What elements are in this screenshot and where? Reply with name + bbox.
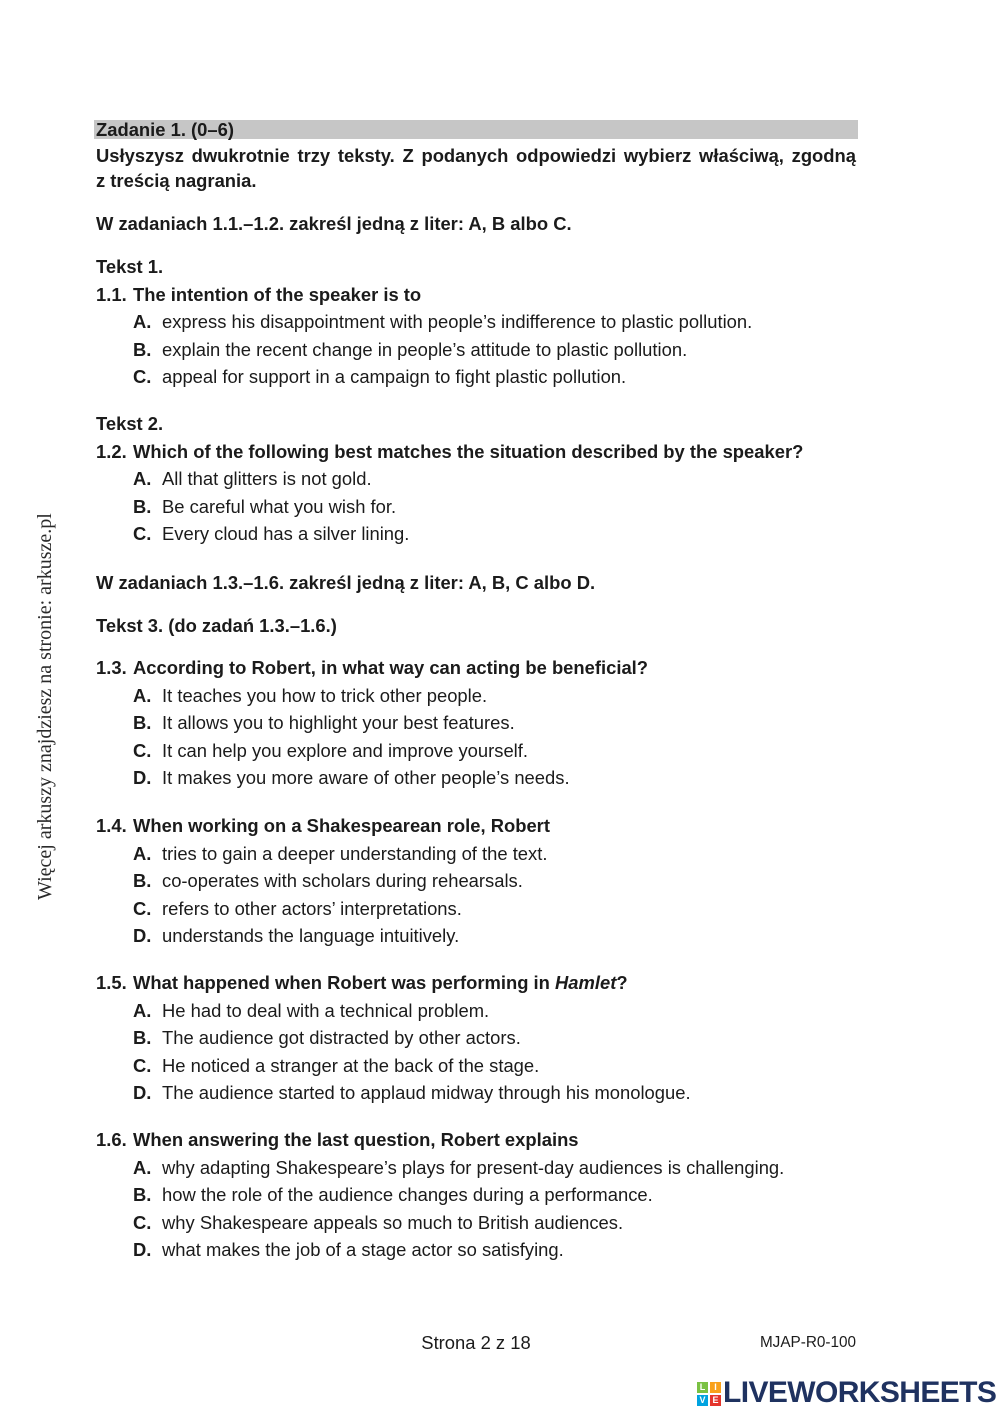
- option-1-4-b[interactable]: [96, 867, 876, 895]
- question-number: 1.6.: [96, 1129, 127, 1150]
- option-text: It makes you more aware of other people’s needs.: [162, 767, 570, 788]
- option-1-1-c[interactable]: [96, 363, 876, 391]
- option-letter: B.: [133, 1027, 152, 1048]
- option-1-6-b[interactable]: [96, 1181, 876, 1209]
- option-1-2-a[interactable]: [96, 465, 876, 493]
- option-1-4-d[interactable]: [96, 922, 876, 950]
- question-text: Which of the following best matches the situation described by the speaker?: [133, 440, 804, 462]
- option-1-3-c[interactable]: [96, 737, 876, 765]
- option-1-2-c[interactable]: [96, 520, 876, 548]
- instruction-line-1: Usłyszysz dwukrotnie trzy teksty. Z podanych odpowiedzi wybierz właściwą, zgodną: [96, 144, 856, 166]
- option-1-5-b[interactable]: [96, 1024, 876, 1052]
- option-text: He had to deal with a technical problem.: [162, 999, 490, 1021]
- option-text: appeal for support in a campaign to fight plastic pollution.: [162, 366, 627, 387]
- option-text: Every cloud has a silver lining.: [162, 523, 410, 544]
- option-1-3-b[interactable]: [96, 709, 876, 737]
- logo-tile-e: E: [710, 1395, 721, 1406]
- text-2-heading: Tekst 2.: [96, 413, 164, 434]
- option-text: why adapting Shakespeare’s plays for present-day audiences is challenging.: [162, 1156, 785, 1178]
- text-1-section: [96, 253, 876, 391]
- question-1-3-block: [96, 654, 876, 792]
- option-letter: D.: [133, 1239, 152, 1260]
- option-1-2-b[interactable]: [96, 493, 876, 521]
- side-watermark: Więcej arkuszy znajdziesz na stronie: arkusze.pl: [34, 513, 56, 901]
- option-1-6-c[interactable]: [96, 1209, 876, 1237]
- option-1-1-a[interactable]: [96, 308, 876, 336]
- option-1-1-b[interactable]: [96, 336, 876, 364]
- option-text: He noticed a stranger at the back of the stage.: [162, 1054, 540, 1076]
- logo-tile-v: V: [697, 1395, 708, 1406]
- question-text: The intention of the speaker is to: [133, 283, 422, 305]
- option-text: tries to gain a deeper understanding of the text.: [162, 842, 548, 864]
- option-1-4-a[interactable]: [96, 840, 876, 868]
- exam-code: MJAP-R0-100: [759, 1334, 856, 1351]
- option-1-5-d[interactable]: [96, 1079, 876, 1107]
- option-text: co-operates with scholars during rehearsals.: [162, 870, 523, 891]
- question-1-5: [96, 969, 876, 997]
- option-letter: C.: [133, 897, 152, 919]
- logo-tile-i: I: [710, 1382, 721, 1393]
- option-text: refers to other actors’ interpretations.: [162, 897, 462, 919]
- option-text: explain the recent change in people’s attitude to plastic pollution.: [162, 338, 688, 360]
- subinstruction-1: W zadaniach 1.1.–1.2. zakreśl jedną z liter: A, B albo C.: [96, 213, 572, 234]
- option-letter: B.: [133, 870, 152, 891]
- text-2-section: [96, 410, 876, 548]
- option-letter: B.: [133, 338, 152, 360]
- question-number: 1.2.: [96, 440, 127, 462]
- option-text: Be careful what you wish for.: [162, 495, 397, 517]
- option-1-6-a[interactable]: [96, 1154, 876, 1182]
- liveworksheets-logo[interactable]: [697, 1376, 997, 1409]
- question-1-5-block: [96, 969, 876, 1107]
- subinstruction-1-block: [96, 210, 876, 238]
- text-3-heading: Tekst 3. (do zadań 1.3.–1.6.): [96, 615, 337, 636]
- option-letter: B.: [133, 1184, 152, 1205]
- option-text: It teaches you how to trick other people.: [162, 684, 488, 706]
- option-1-3-a[interactable]: [96, 682, 876, 710]
- option-letter: C.: [133, 1211, 152, 1233]
- question-1-6-block: [96, 1126, 876, 1264]
- liveworksheets-logo-text: LIVEWORKSHEETS: [723, 1376, 997, 1409]
- option-text: All that glitters is not gold.: [162, 468, 372, 489]
- option-1-5-a[interactable]: [96, 997, 876, 1025]
- option-letter: D.: [133, 925, 152, 946]
- option-letter: C.: [133, 366, 152, 387]
- task-instruction: [96, 143, 856, 193]
- question-text-end: ?: [616, 972, 628, 993]
- option-1-4-c[interactable]: [96, 895, 876, 923]
- task-header-bar: [94, 120, 858, 139]
- option-text: It allows you to highlight your best features.: [162, 712, 515, 733]
- question-1-6: [96, 1126, 876, 1154]
- option-text: express his disappointment with people’s indifference to plastic pollution.: [162, 311, 753, 332]
- option-1-6-d[interactable]: [96, 1236, 876, 1264]
- option-text: how the role of the audience changes during a performance.: [162, 1184, 653, 1205]
- question-text: When answering the last question, Robert explains: [133, 1129, 579, 1150]
- question-1-4: [96, 812, 876, 840]
- question-1-4-block: [96, 812, 876, 950]
- task-title: Zadanie 1. (0–6): [96, 119, 234, 140]
- option-letter: A.: [133, 1156, 152, 1178]
- question-number: 1.5.: [96, 972, 127, 993]
- option-text: The audience started to applaud midway through his monologue.: [162, 1082, 691, 1103]
- question-number: 1.3.: [96, 657, 127, 678]
- question-1-2: [96, 438, 876, 466]
- option-letter: B.: [133, 495, 152, 517]
- liveworksheets-logo-icon: [697, 1382, 721, 1406]
- logo-tile-l: L: [697, 1382, 708, 1393]
- option-1-5-c[interactable]: [96, 1052, 876, 1080]
- instruction-line-2: z treścią nagrania.: [96, 169, 257, 191]
- subinstruction-2-block: [96, 569, 876, 597]
- option-letter: D.: [133, 1082, 152, 1103]
- option-text: what makes the job of a stage actor so satisfying.: [162, 1239, 564, 1260]
- option-letter: C.: [133, 739, 152, 761]
- option-text: The audience got distracted by other actors.: [162, 1027, 521, 1048]
- text-1-heading: Tekst 1.: [96, 256, 164, 277]
- question-number: 1.1.: [96, 283, 127, 305]
- subinstruction-2: W zadaniach 1.3.–1.6. zakreśl jedną z liter: A, B, C albo D.: [96, 572, 596, 593]
- option-text: It can help you explore and improve yourself.: [162, 739, 528, 761]
- option-1-3-d[interactable]: [96, 764, 876, 792]
- option-letter: A.: [133, 684, 152, 706]
- question-text: When working on a Shakespearean role, Robert: [133, 815, 550, 836]
- option-letter: A.: [133, 842, 152, 864]
- question-text-italic-title: Hamlet: [555, 972, 617, 993]
- question-text: What happened when Robert was performing in: [133, 972, 555, 993]
- page-number: Strona 2 z 18: [421, 1332, 531, 1353]
- question-1-1: [96, 281, 876, 309]
- question-1-3: [96, 654, 876, 682]
- option-letter: C.: [133, 1054, 152, 1076]
- option-letter: C.: [133, 523, 152, 544]
- option-letter: B.: [133, 712, 152, 733]
- option-letter: A.: [133, 999, 152, 1021]
- text-3-section: [96, 612, 876, 640]
- option-text: understands the language intuitively.: [162, 925, 460, 946]
- question-text: According to Robert, in what way can acting be beneficial?: [133, 657, 649, 678]
- option-text: why Shakespeare appeals so much to British audiences.: [162, 1211, 624, 1233]
- question-number: 1.4.: [96, 815, 127, 836]
- option-letter: A.: [133, 311, 152, 332]
- option-letter: D.: [133, 767, 152, 788]
- option-letter: A.: [133, 468, 152, 489]
